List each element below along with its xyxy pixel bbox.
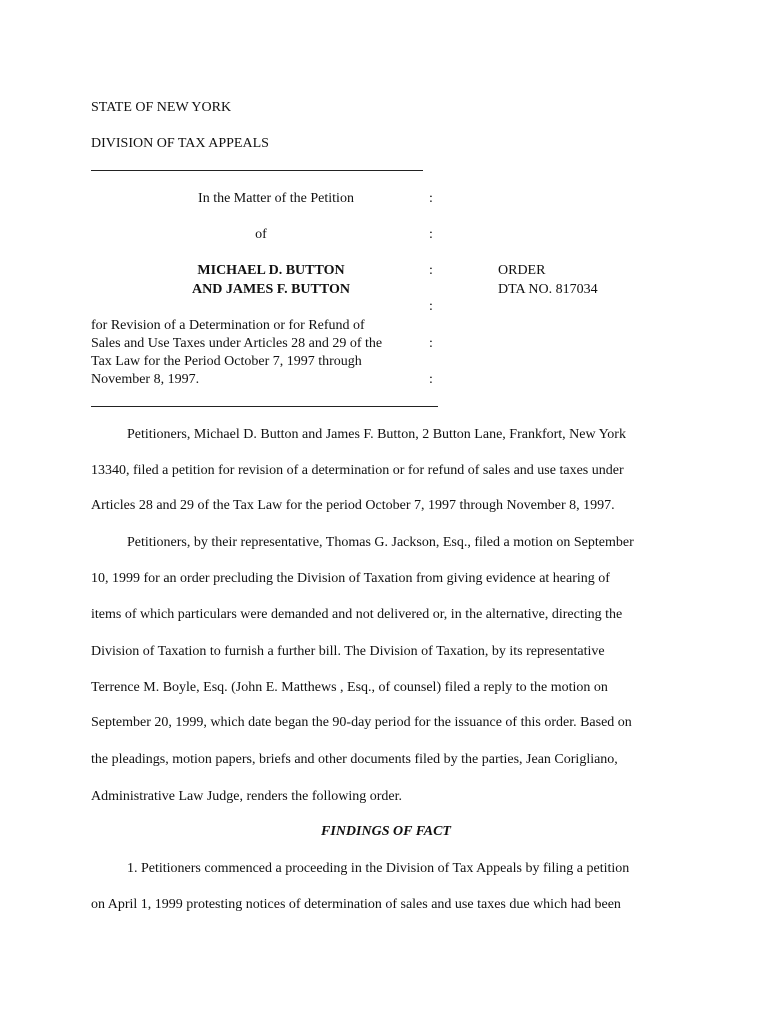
paragraph2-line: the pleadings, motion papers, briefs and other documents filed by the parties, Jean Corigliano, — [91, 752, 618, 767]
petitioner-name-line1: MICHAEL D. BUTTON — [197, 263, 345, 278]
order-label: ORDER — [498, 263, 546, 278]
paragraph1-line: Petitioners, Michael D. Button and James F. Button, 2 Button Lane, Frankfort, New York — [127, 427, 626, 442]
finding1-line: on April 1, 1999 protesting notices of determination of sales and use taxes due which had been — [91, 897, 621, 912]
caption-top-rule — [91, 170, 423, 171]
caption-colon: : — [429, 372, 433, 387]
matter-line: In the Matter of the Petition — [198, 191, 354, 206]
caption-colon: : — [429, 263, 433, 278]
caption-colon: : — [429, 336, 433, 351]
paragraph2-line: September 20, 1999, which date began the 90-day period for the issuance of this order. Based on — [91, 715, 632, 730]
paragraph1-line: 13340, filed a petition for revision of a determination or for refund of sales and use taxes under — [91, 463, 624, 478]
paragraph2-line: Administrative Law Judge, renders the following order. — [91, 789, 403, 804]
paragraph2-line: Terrence M. Boyle, Esq. (John E. Matthews , Esq., of counsel) filed a reply to the motion on — [91, 680, 608, 695]
purpose-line: for Revision of a Determination or for Refund of — [91, 318, 365, 333]
caption-colon: : — [429, 191, 433, 206]
purpose-line: November 8, 1997. — [91, 372, 200, 387]
caption-colon: : — [429, 227, 433, 242]
purpose-line: Sales and Use Taxes under Articles 28 and 29 of the — [91, 336, 383, 351]
paragraph2-line: items of which particulars were demanded and not delivered or, in the alternative, directing the — [91, 607, 623, 622]
caption-bottom-rule — [91, 406, 438, 407]
findings-of-fact-heading: FINDINGS OF FACT — [321, 824, 451, 839]
division-heading: DIVISION OF TAX APPEALS — [91, 136, 269, 151]
paragraph2-line: Petitioners, by their representative, Thomas G. Jackson, Esq., filed a motion on September — [127, 535, 634, 550]
finding1-line: 1. Petitioners commenced a proceeding in the Division of Tax Appeals by filing a petition — [127, 861, 630, 876]
purpose-line: Tax Law for the Period October 7, 1997 through — [91, 354, 362, 369]
state-heading: STATE OF NEW YORK — [91, 100, 232, 115]
of-line: of — [255, 227, 267, 242]
paragraph1-line: Articles 28 and 29 of the Tax Law for the period October 7, 1997 through November 8, 1997. — [91, 498, 615, 513]
caption-colon: : — [429, 299, 433, 314]
paragraph2-line: 10, 1999 for an order precluding the Division of Taxation from giving evidence at hearing of — [91, 571, 610, 586]
petitioner-name-line2: AND JAMES F. BUTTON — [192, 282, 350, 297]
paragraph2-line: Division of Taxation to furnish a further bill. The Division of Taxation, by its representative — [91, 644, 605, 659]
dta-number: DTA NO. 817034 — [498, 282, 598, 297]
